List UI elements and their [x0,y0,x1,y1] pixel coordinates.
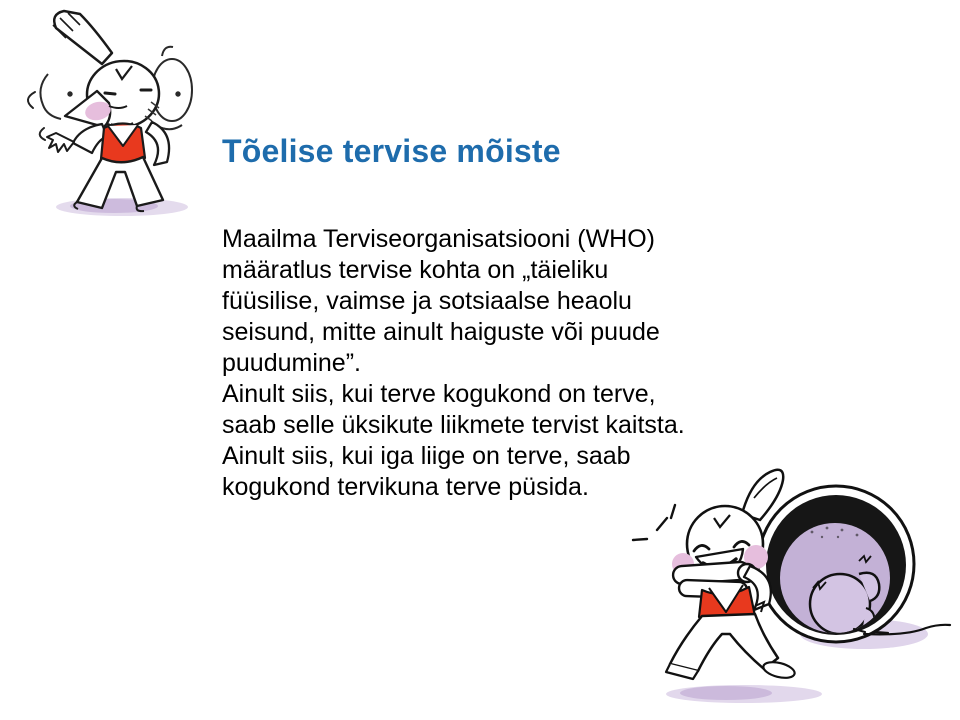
body-line: saab selle üksikute liikmete tervist kaitsta. [222,411,685,439]
excitement-marks [633,505,675,540]
ghost-head-left [40,74,71,119]
motion-marks [28,92,45,140]
left-arm-hand [47,124,107,153]
pipe-rabbit-illustration [626,456,960,712]
headshake-rabbit-illustration [4,6,218,220]
body-line: seisund, mitte ainult haiguste või puude [222,318,660,346]
body-line: määratlus tervise kohta on „täieliku [222,256,609,284]
rabbit-head [65,57,162,130]
body-line: Maailma Terviseorganisatsiooni (WHO) [222,225,656,253]
body-line: Ainult siis, kui iga liige on terve, saab [222,442,631,470]
body-line: kogukond tervikuna terve püsida. [222,473,589,501]
body-line: Ainult siis, kui terve kogukond on terve, [222,380,656,408]
body-line: puudumine”. [222,349,361,377]
slide-title: Tõelise tervise mõiste [222,133,561,169]
red-vest [101,124,145,164]
sneaker [762,659,796,680]
pants [666,614,796,681]
rabbit-ear [53,11,112,64]
body-line: füüsilise, vaimse ja sotsiaalse heaolu [222,287,632,315]
